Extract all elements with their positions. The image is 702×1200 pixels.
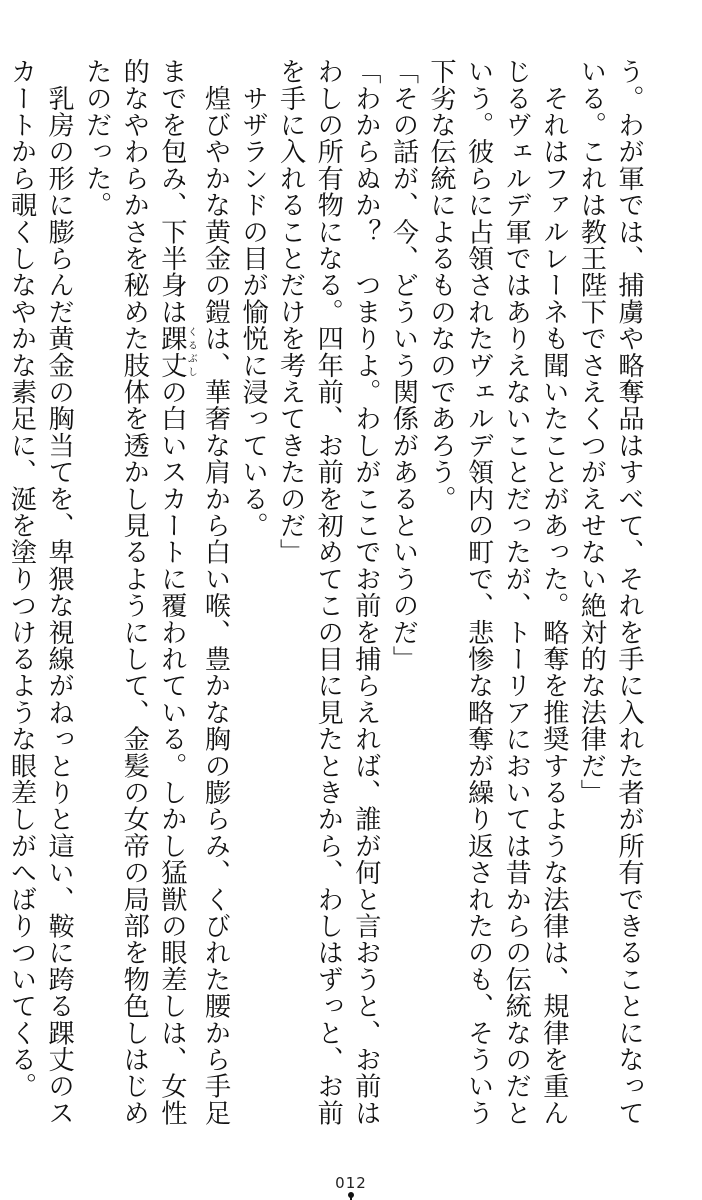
vertical-text-body: [6, 58, 647, 1127]
text-line: 的なやわらかさを秘めた肢体を透かし見るようにして、金髪の女帝の局部を物色しはじめ: [119, 58, 150, 1126]
text-line: 「わからぬか？ つまりよ。わしがここでお前を捕らえれば、誰が何と言おうと、お前は: [350, 58, 381, 1126]
text-line: カートから覗くしなやかな素足に、涎を塗りつけるような眼差しがへばりついてくる。: [6, 58, 37, 1100]
text-line: を手に入れることだけを考えてきたのだ」: [275, 58, 306, 566]
text-line-with-ruby: [152, 58, 197, 1127]
text-line: う。わが軍では、捕虜や略奪品はすべて、それを手に入れた者が所有できることになって: [614, 58, 644, 1126]
text-line: いう。彼らに占領されたヴェルデ領内の町で、悲惨な略奪が繰り返されたのも、そういう: [463, 58, 494, 1126]
text-line: 下劣な伝統によるものなのであろう。: [426, 58, 457, 512]
text-line: わしの所有物になる。四年前、お前を初めてこの目に見たときから、わしはずっと、お前: [313, 58, 344, 1126]
text-line: サザランドの目が愉悦に浸っている。: [238, 58, 269, 539]
ruby-reading: くるぶし: [185, 325, 197, 379]
text-line: それはファルレーネも聞いたことがあった。略奪を推奨するような法律は、規律を重ん: [538, 58, 569, 1126]
text-line: 煌びやかな黄金の鎧は、華奢な肩から白い喉、豊かな胸の膨らみ、くびれた腰から手足: [200, 58, 231, 1126]
text-line: じるヴェルデ軍ではありえないことだったが、トーリアにおいては昔からの伝統なのだと: [501, 58, 532, 1126]
ruby-base: 踝丈: [156, 325, 187, 379]
page-number: 012: [335, 1174, 367, 1192]
text-line-segment-before: までを包み、下半身は: [156, 58, 187, 325]
ruby-annotation: [156, 325, 197, 379]
text-line-segment-after: の白いスカートに覆われている。しかし猛獣の眼差しは、女性: [156, 378, 187, 1127]
text-line: 乳房の形に膨らんだ黄金の胸当てを、卑猥な視線がねっとりと這い、鞍に跨る踝丈のス: [44, 58, 75, 1126]
text-line: 「その話が、今、どういう関係があるというのだ」: [388, 58, 419, 673]
text-line: いる。これは教王陛下でさえくつがえせない絶対的な法律だ」: [576, 58, 607, 806]
text-line: たのだった。: [81, 58, 112, 219]
